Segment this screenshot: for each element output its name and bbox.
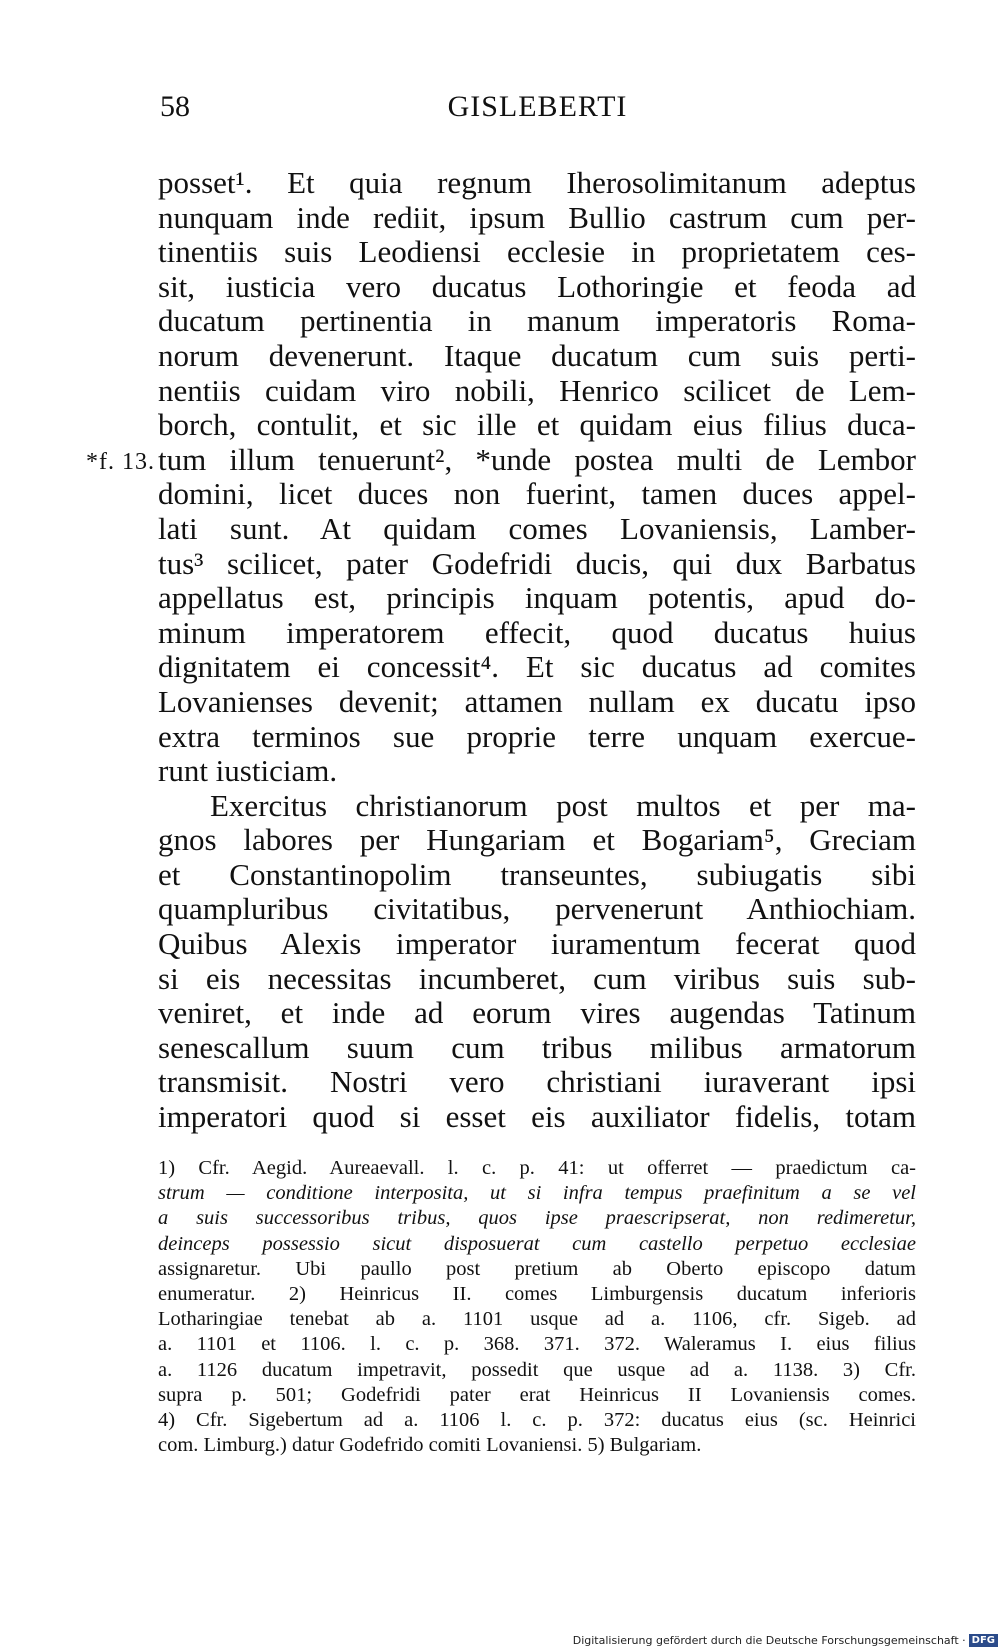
- page-header: [160, 90, 915, 140]
- text-line: minum imperatorem effecit, quod ducatus huius: [158, 614, 916, 650]
- text-line: ducatum pertinentia in manum imperatoris Roma-: [158, 303, 916, 339]
- footnote-line: assignaretur. Ubi paullo post pretium ab Oberto episcopo datum: [158, 1257, 916, 1280]
- footnote-line: a suis successoribus tribus, quos ipse praescripserat, non redimeretur,: [158, 1207, 916, 1230]
- footnotes-block: [158, 1156, 916, 1458]
- paragraph-start-line: Exercitus christianorum post multos et per ma-: [210, 787, 916, 823]
- text-line: Quibus Alexis imperator iuramentum fecerat quod: [158, 926, 916, 962]
- footnote-line: strum — conditione interposita, ut si infra tempus praefinitum a se vel: [158, 1182, 916, 1205]
- text-line: sit, iusticia vero ducatus Lothoringie et feoda ad: [158, 268, 916, 304]
- text-line: lati sunt. At quidam comes Lovaniensis, Lamber-: [158, 510, 916, 546]
- footnote-line: a. 1101 et 1106. l. c. p. 368. 371. 372. Waleramus I. eius filius: [158, 1333, 916, 1356]
- text-line: gnos labores per Hungariam et Bogariam⁵, Greciam: [158, 822, 916, 858]
- footnote-line: deinceps possessio sicut disposuerat cum castello perpetuo ecclesiae: [158, 1232, 916, 1255]
- text-line: tus³ scilicet, pater Godefridi ducis, qui dux Barbatus: [158, 545, 916, 581]
- footer-credit-text: Digitalisierung gefördert durch die Deutsche Forschungsgemeinschaft ·: [572, 1634, 966, 1647]
- text-line-with-margin-note: [86, 441, 916, 478]
- text-line: nentiis cuidam viro nobili, Henrico scilicet de Lem-: [158, 372, 916, 408]
- text-line: senescallum suum cum tribus milibus armatorum: [158, 1029, 916, 1065]
- text-line: runt iusticiam.: [158, 753, 338, 789]
- dfg-logo: DFG: [969, 1634, 998, 1647]
- text-line: appellatus est, principis inquam potentis, apud do-: [158, 580, 916, 616]
- footnote-line: enumeratur. 2) Heinricus II. comes Limburgensis ducatum inferioris: [158, 1282, 916, 1305]
- page-number: 58: [160, 90, 190, 123]
- footnote-line: Lotharingiae tenebat ab a. 1101 usque ad a. 1106, cfr. Sigeb. ad: [158, 1308, 916, 1331]
- text-line-content: tum illum tenuerunt², *unde postea multi de Lembor: [158, 441, 916, 477]
- text-line: transmisit. Nostri vero christiani iuraverant ipsi: [158, 1064, 916, 1100]
- digitization-footer: [573, 1634, 998, 1647]
- text-line: Lovanienses devenit; attamen nullam ex ducatu ipso: [158, 683, 916, 719]
- text-line: borch, contulit, et sic ille et quidam eius filius duca-: [158, 407, 916, 443]
- text-line: posset¹. Et quia regnum Iherosolimitanum adeptus: [158, 165, 916, 200]
- main-text-block: [86, 165, 916, 1135]
- text-line: tinentiis suis Leodiensi ecclesie in proprietatem ces-: [158, 234, 916, 270]
- margin-folio-note: *f. 13.: [86, 448, 155, 475]
- text-line: quampluribus civitatibus, pervenerunt Anthiochiam.: [158, 891, 916, 927]
- text-line: domini, licet duces non fuerint, tamen duces appel-: [158, 476, 916, 512]
- footnote-line: 1) Cfr. Aegid. Aureaevall. l. c. p. 41: ut offerret — praedictum ca-: [158, 1157, 916, 1179]
- text-line: veniret, et inde ad eorum vires augendas Tatinum: [158, 995, 916, 1031]
- text-line: si eis necessitas incumberet, cum viribus suis sub-: [158, 960, 916, 996]
- text-line: imperatori quod si esset eis auxiliator fidelis, totam: [158, 1099, 916, 1135]
- text-line: et Constantinopolim transeuntes, subiugatis sibi: [158, 856, 916, 892]
- text-line: nunquam inde rediit, ipsum Bullio castrum cum per-: [158, 199, 916, 235]
- running-title: GISLEBERTI: [447, 90, 628, 123]
- text-line: norum devenerunt. Itaque ducatum cum suis perti-: [158, 337, 916, 373]
- text-line: dignitatem ei concessit⁴. Et sic ducatus ad comites: [158, 649, 916, 685]
- text-line: extra terminos sue proprie terre unquam exercue-: [158, 718, 916, 754]
- footnote-line: 4) Cfr. Sigebertum ad a. 1106 l. c. p. 372: ducatus eius (sc. Heinrici: [158, 1408, 916, 1431]
- footnote-line: a. 1126 ducatum impetravit, possedit que usque ad a. 1138. 3) Cfr.: [158, 1358, 916, 1381]
- footnote-line: com. Limburg.) datur Godefrido comiti Lovaniensi. 5) Bulgariam.: [158, 1434, 702, 1457]
- footnote-line: supra p. 501; Godefridi pater erat Heinricus II Lovaniensis comes.: [158, 1383, 916, 1406]
